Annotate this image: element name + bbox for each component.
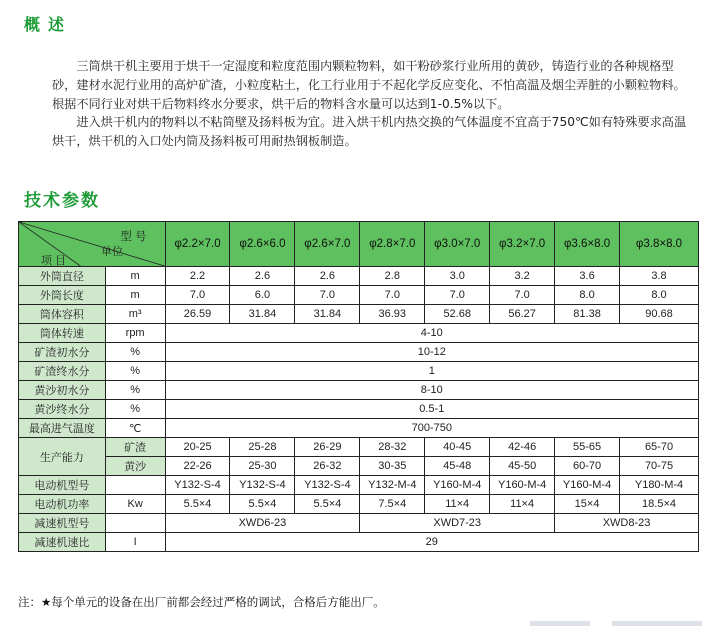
row-unit bbox=[105, 476, 165, 495]
merged-cell: 1 bbox=[165, 362, 698, 381]
table-row bbox=[19, 457, 699, 476]
table-cell: Y132-S-4 bbox=[165, 476, 230, 495]
row-subunit: 矿渣 bbox=[105, 438, 165, 457]
table-cell: Y132-S-4 bbox=[230, 476, 295, 495]
row-label: 矿渣初水分 bbox=[19, 343, 106, 362]
table-cell: Y160-M-4 bbox=[490, 476, 555, 495]
table-cell: 3.0 bbox=[425, 267, 490, 286]
row-unit: m³ bbox=[105, 305, 165, 324]
merged-cell: 4-10 bbox=[165, 324, 698, 343]
table-cell: 42-46 bbox=[490, 438, 555, 457]
table-row bbox=[19, 362, 699, 381]
overview-paragraph-1 bbox=[52, 57, 692, 114]
table-cell: 7.0 bbox=[165, 286, 230, 305]
section-title-specs: 技术参数 bbox=[24, 191, 100, 211]
table-cell: 11×4 bbox=[425, 495, 490, 514]
table-cell: 22-26 bbox=[165, 457, 230, 476]
table-cell: 5.5×4 bbox=[230, 495, 295, 514]
header-unit-label: 单位 bbox=[101, 246, 123, 258]
table-cell: 60-70 bbox=[555, 457, 620, 476]
model-header: φ2.6×7.0 bbox=[295, 222, 360, 267]
table-cell: 2.6 bbox=[230, 267, 295, 286]
table-cell: 45-50 bbox=[490, 457, 555, 476]
table-cell: 7.0 bbox=[360, 286, 425, 305]
table-cell: 28-32 bbox=[360, 438, 425, 457]
row-label: 外筒直径 bbox=[19, 267, 106, 286]
table-row bbox=[19, 267, 699, 286]
table-cell: 7.0 bbox=[295, 286, 360, 305]
table-cell: Y160-M-4 bbox=[425, 476, 490, 495]
row-unit: m bbox=[105, 286, 165, 305]
merged-cell: XWD7-23 bbox=[360, 514, 555, 533]
table-cell: 7.0 bbox=[490, 286, 555, 305]
merged-cell: 29 bbox=[165, 533, 698, 552]
table-cell: 90.68 bbox=[620, 305, 699, 324]
table-cell: Y160-M-4 bbox=[555, 476, 620, 495]
table-cell: 55-65 bbox=[555, 438, 620, 457]
table-cell: 30-35 bbox=[360, 457, 425, 476]
table-row bbox=[19, 286, 699, 305]
table-cell: 2.8 bbox=[360, 267, 425, 286]
table-cell: Y132-S-4 bbox=[295, 476, 360, 495]
row-label: 筒体容积 bbox=[19, 305, 106, 324]
merged-cell: 700-750 bbox=[165, 419, 698, 438]
table-cell: 65-70 bbox=[620, 438, 699, 457]
overview-text-2: 进入烘干机内的物料以不粘筒壁及扬料板为宜。进入烘干机内热交换的气体温度不宜高于750℃如有特殊要求高温烘干，烘干机的入口处内筒及扬料板可用耐热钢板制造。 bbox=[52, 115, 687, 148]
model-header: φ2.8×7.0 bbox=[360, 222, 425, 267]
table-cell: 2.2 bbox=[165, 267, 230, 286]
diagonal-header-cell bbox=[19, 222, 166, 267]
table-cell: Y180-M-4 bbox=[620, 476, 699, 495]
table-cell: 40-45 bbox=[425, 438, 490, 457]
row-unit: m bbox=[105, 267, 165, 286]
model-header: φ2.2×7.0 bbox=[165, 222, 230, 267]
table-cell: 5.5×4 bbox=[165, 495, 230, 514]
table-row bbox=[19, 514, 699, 533]
row-label: 筒体转速 bbox=[19, 324, 106, 343]
section-title-overview: 概述 bbox=[24, 15, 73, 34]
table-cell: 26-29 bbox=[295, 438, 360, 457]
model-header: φ2.6×6.0 bbox=[230, 222, 295, 267]
table-cell: 56.27 bbox=[490, 305, 555, 324]
table-row bbox=[19, 343, 699, 362]
row-unit: I bbox=[105, 533, 165, 552]
table-cell: 26-32 bbox=[295, 457, 360, 476]
cropped-fragment bbox=[612, 621, 702, 626]
row-unit bbox=[105, 514, 165, 533]
row-label: 矿渣终水分 bbox=[19, 362, 106, 381]
overview-text-1: 三筒烘干机主要用于烘干一定湿度和粒度范围内颗粒物料，如干粉砂浆行业所用的黄砂，铸造行业的各种规格型砂，建材水泥行业用的高炉矿渣，小粒度粘土，化工行业用于不起化学反应变化、不怕高温及烟尘弄脏的小颗粒物料。根据不同行业对烘干后物料终水分要求，烘干后的物料含水量可以达到1-0.5%以下。 bbox=[52, 59, 686, 111]
table-row bbox=[19, 305, 699, 324]
table-cell: 7.5×4 bbox=[360, 495, 425, 514]
table-cell: 81.38 bbox=[555, 305, 620, 324]
table-cell: 3.2 bbox=[490, 267, 555, 286]
model-header: φ3.6×8.0 bbox=[555, 222, 620, 267]
row-label: 减速机型号 bbox=[19, 514, 106, 533]
header-model-label: 型 号 bbox=[120, 231, 147, 243]
table-row bbox=[19, 400, 699, 419]
table-cell: 36.93 bbox=[360, 305, 425, 324]
row-unit: rpm bbox=[105, 324, 165, 343]
table-cell: 2.6 bbox=[295, 267, 360, 286]
table-header-row bbox=[19, 222, 699, 267]
table-row bbox=[19, 381, 699, 400]
row-label: 减速机速比 bbox=[19, 533, 106, 552]
table-cell: 8.0 bbox=[620, 286, 699, 305]
row-label: 外筒长度 bbox=[19, 286, 106, 305]
model-header: φ3.8×8.0 bbox=[620, 222, 699, 267]
table-cell: 15×4 bbox=[555, 495, 620, 514]
row-label: 生产能力 bbox=[19, 438, 106, 476]
table-cell: 11×4 bbox=[490, 495, 555, 514]
row-label: 最高进气温度 bbox=[19, 419, 106, 438]
table-cell: 8.0 bbox=[555, 286, 620, 305]
model-header: φ3.2×7.0 bbox=[490, 222, 555, 267]
merged-cell: 0.5-1 bbox=[165, 400, 698, 419]
cropped-fragment bbox=[530, 621, 590, 626]
table-cell: 70-75 bbox=[620, 457, 699, 476]
merged-cell: XWD6-23 bbox=[165, 514, 360, 533]
row-subunit: 黄沙 bbox=[105, 457, 165, 476]
footnote: 注：★每个单元的设备在出厂前都会经过严格的调试，合格后方能出厂。 bbox=[18, 595, 385, 609]
row-unit: ℃ bbox=[105, 419, 165, 438]
table-cell: 20-25 bbox=[165, 438, 230, 457]
merged-cell: 10-12 bbox=[165, 343, 698, 362]
row-unit: % bbox=[105, 381, 165, 400]
table-row bbox=[19, 438, 699, 457]
row-unit: % bbox=[105, 343, 165, 362]
spec-table bbox=[18, 221, 699, 552]
table-cell: 6.0 bbox=[230, 286, 295, 305]
table-cell: 52.68 bbox=[425, 305, 490, 324]
row-label: 黄沙终水分 bbox=[19, 400, 106, 419]
row-label: 黄沙初水分 bbox=[19, 381, 106, 400]
table-cell: 25-30 bbox=[230, 457, 295, 476]
merged-cell: XWD8-23 bbox=[555, 514, 699, 533]
table-cell: 3.8 bbox=[620, 267, 699, 286]
table-row bbox=[19, 419, 699, 438]
table-row bbox=[19, 495, 699, 514]
row-unit: Kw bbox=[105, 495, 165, 514]
table-cell: Y132-M-4 bbox=[360, 476, 425, 495]
table-cell: 26.59 bbox=[165, 305, 230, 324]
table-row bbox=[19, 533, 699, 552]
table-cell: 25-28 bbox=[230, 438, 295, 457]
row-unit: % bbox=[105, 362, 165, 381]
model-header: φ3.0×7.0 bbox=[425, 222, 490, 267]
table-cell: 7.0 bbox=[425, 286, 490, 305]
table-cell: 5.5×4 bbox=[295, 495, 360, 514]
table-cell: 45-48 bbox=[425, 457, 490, 476]
overview-paragraph-2 bbox=[52, 113, 692, 151]
table-cell: 3.6 bbox=[555, 267, 620, 286]
table-cell: 31.84 bbox=[295, 305, 360, 324]
table-row bbox=[19, 324, 699, 343]
table-cell: 18.5×4 bbox=[620, 495, 699, 514]
table-cell: 31.84 bbox=[230, 305, 295, 324]
header-item-label: 项 目 bbox=[41, 255, 67, 267]
merged-cell: 8-10 bbox=[165, 381, 698, 400]
row-label: 电动机型号 bbox=[19, 476, 106, 495]
row-unit: % bbox=[105, 400, 165, 419]
row-label: 电动机功率 bbox=[19, 495, 106, 514]
table-row bbox=[19, 476, 699, 495]
